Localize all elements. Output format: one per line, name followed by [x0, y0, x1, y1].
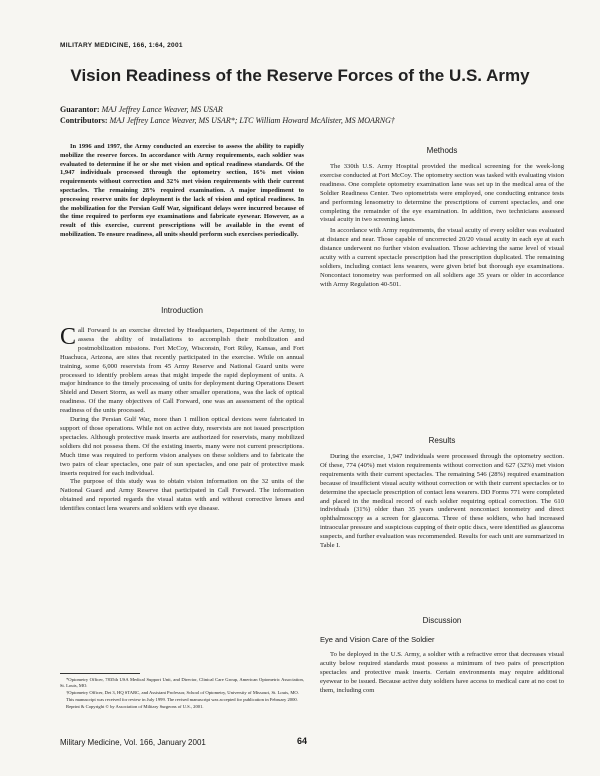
introduction-paragraph-1	[60, 324, 304, 416]
discussion-heading: Discussion	[422, 616, 462, 625]
page-number: 64	[297, 736, 308, 746]
drop-cap: C	[60, 324, 77, 350]
contributors-label: Contributors:	[60, 116, 108, 125]
discussion-subheading: Eye and Vision Care of the Soldier	[320, 635, 435, 644]
footnote: This manuscript was received for review in July 1999. The revised manuscript was accepted for publication in February 2000.	[66, 696, 298, 702]
results-heading: Results	[428, 436, 456, 445]
methods-paragraph-1: The 330th U.S. Army Hospital provided the medical screening for the week-long exercise conducted at Fort McCoy. The optometry section was tasked with evaluating vision readiness. One complete optometry examination lane was set up in the medical area of the Soldier Readiness Center. Two optometrists were employed, one conducting entrance tests and performing lensometry to determine the prescriptions of current spectacles, and one completing the remainder of the eye examination. In addition, two technicians assessed visual acuity in two screening lanes.	[320, 163, 564, 224]
footnote: *Optometry Officer, 7835th USA Medical Support Unit, and Director, Clinical Care Group, American Optometric Association, St. Louis, MO.	[60, 677, 304, 688]
methods-section	[320, 146, 564, 290]
introduction-section	[60, 306, 304, 514]
guarantor-label: Guarantor:	[60, 105, 100, 114]
footnote: Reprint & Copyright © by Association of Military Surgeons of U.S., 2001.	[66, 703, 204, 709]
byline	[60, 104, 395, 126]
introduction-paragraph-1-text: all Forward is an exercise directed by Headquarters, Department of the Army, to assess the ability of installations to accomplish their mobilization and postmobilization missions. Fort McCoy, Wisconsin, Fort Riley, Kansas, and Fort Huachuca, Arizona, are sites that recently participated in the exercise. While on annual training, some 6,000 reservists from 45 Army Reserve and National Guard units were processed to identify problem areas that might impede the rapid deployment of units. A major hindrance to the timely processing of units for deployment during Operations Desert Shield and Desert Storm, as well as many other smaller operations, was the lack of optical readiness. Of the many objectives of Call Forward, one was an assessment of the optical readiness of the units processed.	[60, 327, 304, 415]
article-title: Vision Readiness of the Reserve Forces of the U.S. Army	[70, 66, 530, 85]
abstract-text: In 1996 and 1997, the Army conducted an exercise to assess the ability to rapidly mobilize the reserve forces. In accordance with Army requirements, each soldier was evaluated to determine if he or she met vision and optical readiness standards. Of the 1,947 individuals processed through the optometry section, 16% met vision requirements without correction and 32% met vision requirements with their current spectacles. The remaining 28% required examination. A major impediment to processing reserve units for deployment is the lack of vision and optical readiness. In the mobilization for the Persian Gulf War, significant delays were incurred because of the time required to perform eye examinations and fabricate eyewear. However, as a result of this exercise, current prescriptions will be available in the event of mobilization. To ensure readiness, all units should perform such exercises periodically.	[60, 143, 304, 238]
introduction-heading: Introduction	[161, 306, 203, 315]
guarantor-name: MAJ Jeffrey Lance Weaver, MS USAR	[101, 105, 223, 114]
journal-footer: Military Medicine, Vol. 166, January 2001	[60, 738, 206, 747]
introduction-paragraph-2: During the Persian Gulf War, more than 1 million optical devices were fabricated in support of those operations. While not on active duty, reservists are not issued prescription spectacles. Although protective mask inserts are authorized for reservists, many mobilized soldiers did not possess them. Of the existing inserts, many were not current prescriptions. Much time was required to perform vision analyses on these soldiers and to fabricate the two pairs of clear spectacles, one pair of sun spectacles, and one pair of protective mask inserts required for each individual.	[60, 416, 304, 477]
results-section	[320, 436, 564, 551]
introduction-paragraph-3: The purpose of this study was to obtain vision information on the 32 units of the National Guard and Army Reserve that participated in Call Forward. The information obtained and reported regards the visual status with and without corrective lenses and identifies contact lens wearers and soldiers with eye disease.	[60, 478, 304, 513]
discussion-section	[320, 616, 564, 696]
abstract	[60, 143, 304, 240]
contributors-line	[60, 115, 395, 126]
methods-paragraph-2: In accordance with Army requirements, the visual acuity of every soldier was evaluated at distance and near. Those capable of uncorrected 20/20 visual acuity in each eye at each distance underwent no further vision evaluation. Those achieving the same level of visual acuity with a current spectacle prescription had the prescription duplicated. The remaining soldiers, including contact lens wearers, were given brief but thorough eye examinations. Noncontact tonometry was performed on all soldiers age 35 years or older in accordance with Army Regulation 40-501.	[320, 227, 564, 288]
results-paragraph-1: During the exercise, 1,947 individuals were processed through the optometry section. Of these, 774 (40%) met vision requirements without correction and 627 (32%) met vision requirements with their current spectacles. The remaining 546 (28%) required examination because of insufficient visual acuity without correction or with their current spectacles or to determine the spectacle prescription of contact lens wearers. DD Forms 771 were completed and placed in the medical record of each soldier requiring optical correction. The 610 individuals (31%) older than 35 years underwent noncontact tonometry and direct ophthalmoscopy as a screen for glaucoma. Three of these soldiers, who had increased intraocular pressure and suspicious cupping of their optic discs, were identified as glaucoma suspects, and further evaluation was recommended. Results for each unit are summarized in Table I.	[320, 453, 564, 550]
running-head: MILITARY MEDICINE, 166, 1:64, 2001	[60, 42, 183, 49]
contributors-names: MAJ Jeffrey Lance Weaver, MS USAR*; LTC William Howard McAlister, MS MOARNG†	[109, 116, 395, 125]
footnotes	[60, 677, 304, 711]
footnote-rule	[60, 673, 140, 674]
footnote: †Optometry Officer, Det 3, HQ STARC, and Assistant Professor, School of Optometry, University of Missouri, St. Louis, MO.	[66, 689, 299, 695]
guarantor-line	[60, 104, 395, 115]
discussion-paragraph-1: To be deployed in the U.S. Army, a soldier with a refractive error that decreases visual acuity below required standards must possess a minimum of two pairs of prescription spectacles and protective mask inserts. Certain environments may require additional eyewear to be issued. Because active duty soldiers have access to medical care at no cost to them, including com	[320, 651, 564, 694]
methods-heading: Methods	[426, 146, 458, 155]
